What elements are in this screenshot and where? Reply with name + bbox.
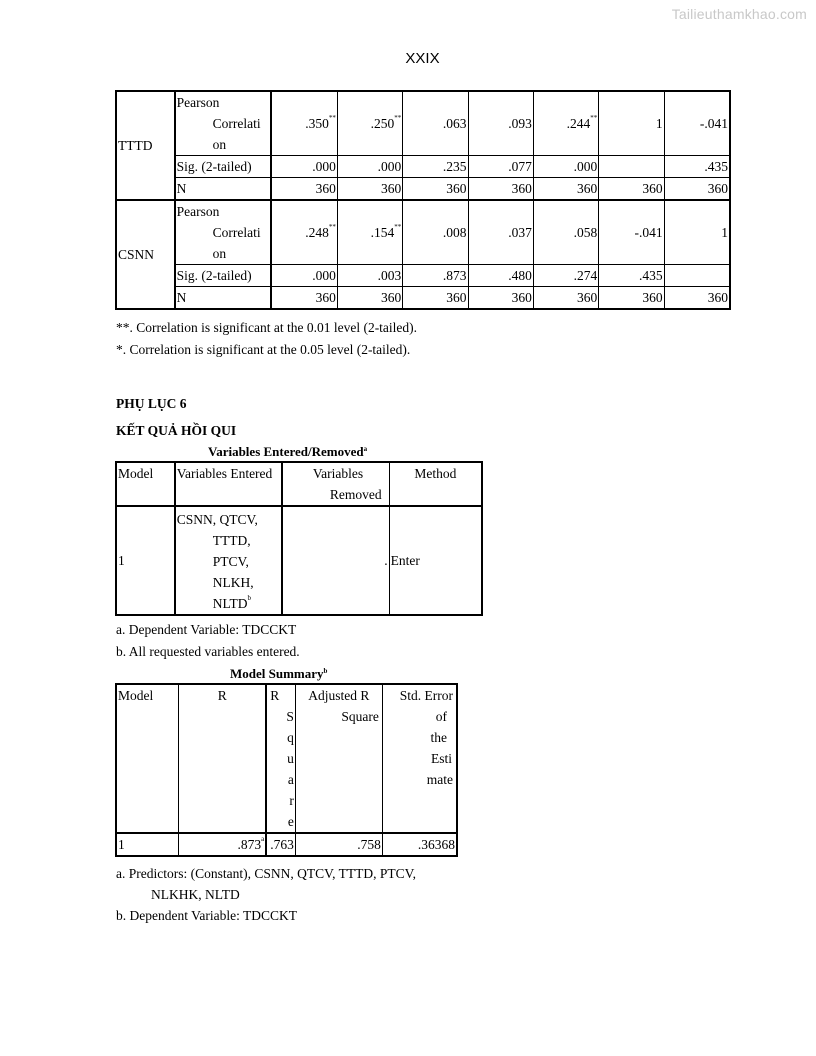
pearson-value: .008: [442, 225, 467, 240]
pearson-cell: [337, 91, 402, 156]
pearson-cell: [468, 200, 533, 265]
pearson-value: -.041: [699, 116, 728, 131]
table-row: [116, 200, 730, 265]
n-cell: 360: [337, 287, 402, 310]
sig-cell: .003: [337, 265, 402, 287]
variables-entered-caption-text: Variables Entered/Removed: [208, 444, 364, 459]
pearson-cell: [664, 91, 730, 156]
std-line: Std. Error: [399, 688, 453, 703]
pearson-cell: [533, 91, 598, 156]
pearson-value: .154: [370, 225, 395, 240]
std-line: of: [435, 709, 447, 724]
cell-variables-removed: .: [282, 506, 389, 615]
pearson-label-line: Pearson: [176, 95, 220, 110]
significance-marker: **: [328, 223, 336, 231]
variables-entered-caption: [208, 444, 367, 460]
header-method: Method: [389, 462, 482, 506]
watermark: Tailieuthamkhao.com: [671, 6, 807, 22]
pearson-value: .244: [566, 116, 591, 131]
cell-adjusted-r-square: .758: [295, 833, 382, 856]
header-r-square: [266, 684, 295, 833]
cell-std-error: .36368: [382, 833, 457, 856]
pearson-cell: [271, 200, 337, 265]
table-row: [116, 91, 730, 156]
cell-method: Enter: [389, 506, 482, 615]
entered-line-text: NLTD: [212, 596, 248, 611]
pearson-label: [175, 200, 272, 265]
std-line: Esti: [430, 751, 452, 766]
n-cell: 360: [599, 287, 664, 310]
pearson-label-line: on: [212, 246, 227, 261]
cell-model: 1: [116, 833, 179, 856]
entered-line: NLKH,: [212, 575, 254, 590]
sig-label: Sig. (2-tailed): [175, 156, 272, 178]
adjusted-line-1: Adjusted R: [308, 688, 370, 703]
table-header-row: [116, 462, 482, 506]
pearson-value: .350: [305, 116, 329, 131]
sig-cell: .435: [599, 265, 664, 287]
sig-cell: .235: [403, 156, 468, 178]
sig-cell: .480: [468, 265, 533, 287]
header-r: R: [179, 684, 266, 833]
n-cell: 360: [664, 287, 730, 310]
cell-r: [179, 833, 266, 856]
correlation-table: [115, 90, 731, 310]
pearson-value: .093: [508, 116, 532, 131]
entered-line: TTTD,: [212, 533, 251, 548]
appendix-subtitle: KẾT QUẢ HỒI QUI: [116, 423, 237, 438]
significance-marker: **: [590, 114, 598, 122]
table-header-row: [116, 684, 457, 833]
correlation-note-2: *. Correlation is significant at the 0.05 level (2-tailed).: [116, 342, 411, 357]
adjusted-line-2: Square: [341, 709, 379, 724]
significance-marker: **: [394, 223, 402, 231]
sig-cell: .873: [403, 265, 468, 287]
significance-marker: **: [394, 114, 402, 122]
entered-line: [177, 593, 281, 614]
n-cell: 360: [271, 178, 337, 201]
n-cell: 360: [403, 287, 468, 310]
pearson-cell: [599, 200, 664, 265]
pearson-label-line: Correlati: [212, 116, 261, 131]
n-cell: 360: [403, 178, 468, 201]
variables-note-a: a. Dependent Variable: TDCCKT: [116, 622, 297, 637]
sig-cell: .077: [468, 156, 533, 178]
r-square-letter: a: [287, 772, 294, 787]
pearson-value: .250: [370, 116, 395, 131]
header-variables-removed: [282, 462, 389, 506]
pearson-label-line: Correlati: [212, 225, 261, 240]
sig-cell: .435: [664, 156, 730, 178]
sig-label: Sig. (2-tailed): [175, 265, 272, 287]
sig-cell: .000: [271, 265, 337, 287]
n-cell: 360: [337, 178, 402, 201]
header-variables-entered: Variables Entered: [175, 462, 283, 506]
cell-variables-entered: [175, 506, 283, 615]
summary-note-b: b. Dependent Variable: TDCCKT: [116, 908, 297, 923]
pearson-cell: [403, 91, 468, 156]
pearson-cell: [271, 91, 337, 156]
pearson-value: .063: [442, 116, 467, 131]
page-number: XXIX: [405, 50, 440, 67]
table-row: [116, 156, 730, 178]
n-cell: 360: [599, 178, 664, 201]
pearson-value: .037: [508, 225, 532, 240]
sig-cell: .274: [533, 265, 598, 287]
header-adjusted-r-square: [295, 684, 382, 833]
caption-superscript: b: [323, 667, 328, 675]
entered-superscript: b: [247, 594, 251, 602]
pearson-cell: [533, 200, 598, 265]
model-summary-caption: [230, 666, 327, 682]
appendix-title: PHỤ LỤC 6: [116, 396, 187, 411]
cell-r-square: .763: [266, 833, 295, 856]
header-model: Model: [116, 684, 179, 833]
n-label: N: [175, 287, 272, 310]
table-row: [116, 833, 457, 856]
cell-r-value: .873: [237, 837, 262, 852]
significance-marker: **: [328, 114, 336, 122]
row-variable-label: TTTD: [116, 91, 175, 200]
pearson-value: -.041: [634, 225, 663, 240]
correlation-note-1: **. Correlation is significant at the 0.01 level (2-tailed).: [116, 320, 418, 335]
sig-cell: .000: [337, 156, 402, 178]
sig-cell: [599, 156, 664, 178]
pearson-value: 1: [721, 225, 728, 240]
pearson-label: [175, 91, 272, 156]
r-square-letter: e: [287, 814, 294, 829]
header-removed-line-2: Removed: [329, 487, 382, 502]
pearson-cell: [599, 91, 664, 156]
pearson-cell: [664, 200, 730, 265]
sig-cell: [664, 265, 730, 287]
model-summary-table: [115, 683, 458, 857]
n-cell: 360: [664, 178, 730, 201]
r-square-letter: u: [287, 751, 294, 766]
n-cell: 360: [533, 287, 598, 310]
caption-superscript: a: [363, 445, 368, 453]
r-square-letter: q: [287, 730, 294, 745]
variables-entered-table: [115, 461, 483, 616]
header-std-error: [382, 684, 457, 833]
r-superscript: a: [261, 835, 265, 843]
pearson-value: .248: [305, 225, 329, 240]
n-cell: 360: [271, 287, 337, 310]
n-label: N: [175, 178, 272, 201]
entered-line: PTCV,: [212, 554, 249, 569]
n-cell: 360: [533, 178, 598, 201]
summary-note-a-cont: NLKHK, NLTD: [151, 887, 240, 902]
header-removed-line-1: Variables: [312, 466, 364, 481]
r-square-letter: R: [270, 688, 280, 703]
sig-cell: .000: [271, 156, 337, 178]
table-row: [116, 265, 730, 287]
pearson-cell: [403, 200, 468, 265]
table-row: [116, 178, 730, 201]
pearson-value: .058: [573, 225, 598, 240]
pearson-label-line: Pearson: [176, 204, 220, 219]
model-summary-caption-text: Model Summary: [230, 666, 324, 681]
pearson-cell: [468, 91, 533, 156]
std-line: the: [430, 730, 447, 745]
pearson-label-line: on: [212, 137, 227, 152]
std-line: mate: [426, 772, 453, 787]
n-cell: 360: [468, 287, 533, 310]
cell-model: 1: [116, 506, 175, 615]
entered-line: CSNN, QTCV,: [176, 512, 258, 527]
sig-cell: .000: [533, 156, 598, 178]
n-cell: 360: [468, 178, 533, 201]
header-model: Model: [116, 462, 175, 506]
r-square-letter: S: [286, 709, 294, 724]
pearson-cell: [337, 200, 402, 265]
variables-note-b: b. All requested variables entered.: [116, 644, 300, 659]
r-square-letter: r: [289, 793, 294, 808]
row-variable-label: CSNN: [116, 200, 175, 309]
table-row: [116, 506, 482, 615]
table-row: [116, 287, 730, 310]
pearson-value: 1: [655, 116, 663, 131]
summary-note-a: a. Predictors: (Constant), CSNN, QTCV, TTTD, PTCV,: [116, 866, 417, 881]
